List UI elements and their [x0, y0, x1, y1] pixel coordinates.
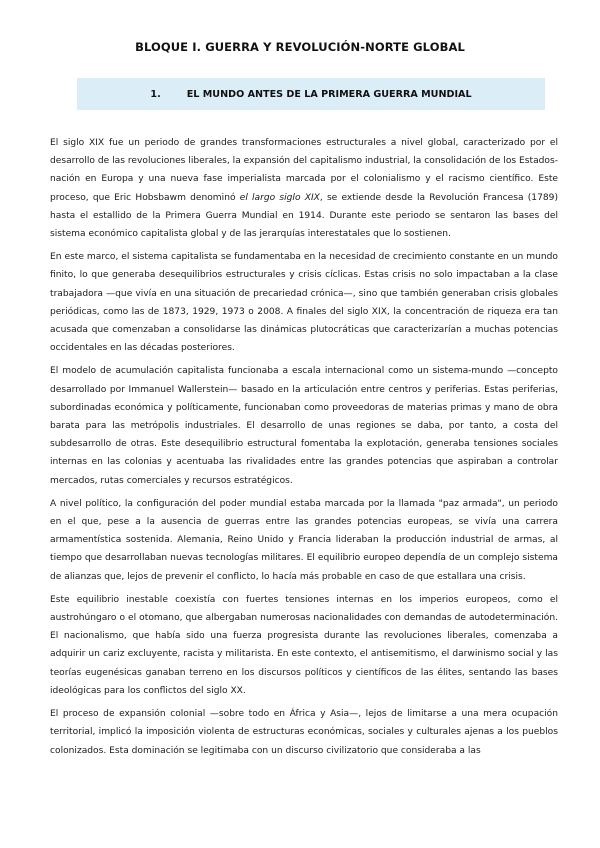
section-heading-box — [77, 78, 545, 110]
emphasis-text: el largo siglo XIX — [239, 192, 320, 203]
paragraph: Este equilibrio inestable coexistía con fuertes tensiones internas en los imperios europeos, como el austrohúngaro o el otomano, que albergaban numerosas nacionalidades con demandas de autodeterminación. El nacionalismo, que había sido una fuerza progresista durante las revoluciones liberales, comenzaba a adquirir un cariz excluyente, racista y militarista. En este contexto, el antisemitismo, el darwinismo social y las teorías eugenésicas ganaban terreno en los discursos políticos y científicos de las élites, sentando las bases ideológicas para los conflictos del siglo XX. — [50, 594, 558, 696]
paragraph: En este marco, el sistema capitalista se fundamentaba en la necesidad de crecimiento constante en un mundo finito, lo que generaba desequilibrios estructurales y crisis cíclicas. Estas crisis no solo impactaban a la clase trabajadora —que vivía en una situación de precariedad crónica—, sino que también generaban crisis globales periódicas, como las de 1873, 1929, 1973 o 2008. A finales del siglo XIX, la concentración de riqueza era tan acusada que comenzaban a consolidarse las dinámicas plutocráticas que caracterizarían a muchas potencias occidentales en las décadas posteriores. — [50, 252, 558, 354]
paragraph-text: , se extiende desde la Revolución Francesa (1789) hasta el estallido de la Primera Guerra Mundial en 1914. Durante este periodo se sentaron las bases del sistema económico capitalista global y de las jerarquías interestatales que lo sostienen. — [50, 192, 558, 240]
paragraph-text: El siglo XIX fue un periodo de grandes transformaciones estructurales a nivel global, caracterizado por el desarrollo de las revoluciones liberales, la expansión del capitalismo industrial, la consolidación de los Estados-nación en Europa y una nueva fase imperialista marcada por el colonialismo y el racismo científico. Este proceso, que Eric Hobsbawm denominó — [50, 138, 558, 203]
document-title: BLOQUE I. GUERRA Y REVOLUCIÓN-NORTE GLOBAL — [135, 40, 465, 54]
section-heading: EL MUNDO ANTES DE LA PRIMERA GUERRA MUNDIAL — [186, 88, 472, 100]
paragraph: El modelo de acumulación capitalista funcionaba a escala internacional como un sistema-mundo —concepto desarrollado por Immanuel Wallerstein— basado en la articulación entre centros y periferias. Estas periferias, subordinadas económica y políticamente, funcionaban como proveedoras de materias primas y mano de obra barata para las metrópolis industriales. El desarrollo de unas regiones se daba, por tanto, a costa del subdesarrollo de otras. Este desequilibrio estructural fomentaba la explotación, generaba tensiones sociales internas en las colonias y acentuaba las rivalidades entre las grandes potencias que aspiraban a controlar mercados, rutas comerciales y recursos estratégicos. — [50, 366, 558, 486]
body-text — [50, 134, 558, 765]
section-number: 1. — [150, 88, 161, 100]
paragraph — [50, 134, 558, 243]
paragraph: A nivel político, la configuración del poder mundial estaba marcada por la llamada "paz armada", un periodo en el que, pese a la ausencia de guerras entre las grandes potencias europeas, se vivía una carrera armamentística sostenida. Alemania, Reino Unido y Francia lideraban la producción industrial de armas, al tiempo que desarrollaban nuevas tecnologías militares. El equilibrio europeo dependía de un complejo sistema de alianzas que, lejos de prevenir el conflicto, lo hacía más probable en caso de que estallara una crisis. — [50, 498, 558, 582]
paragraph: El proceso de expansión colonial —sobre todo en África y Asia—, lejos de limitarse a una mera ocupación territorial, implicó la imposición violenta de estructuras económicas, sociales y culturales ajenas a los pueblos colonizados. Esta dominación se legitimaba con un discurso civilizatorio que consideraba a las — [50, 709, 558, 756]
